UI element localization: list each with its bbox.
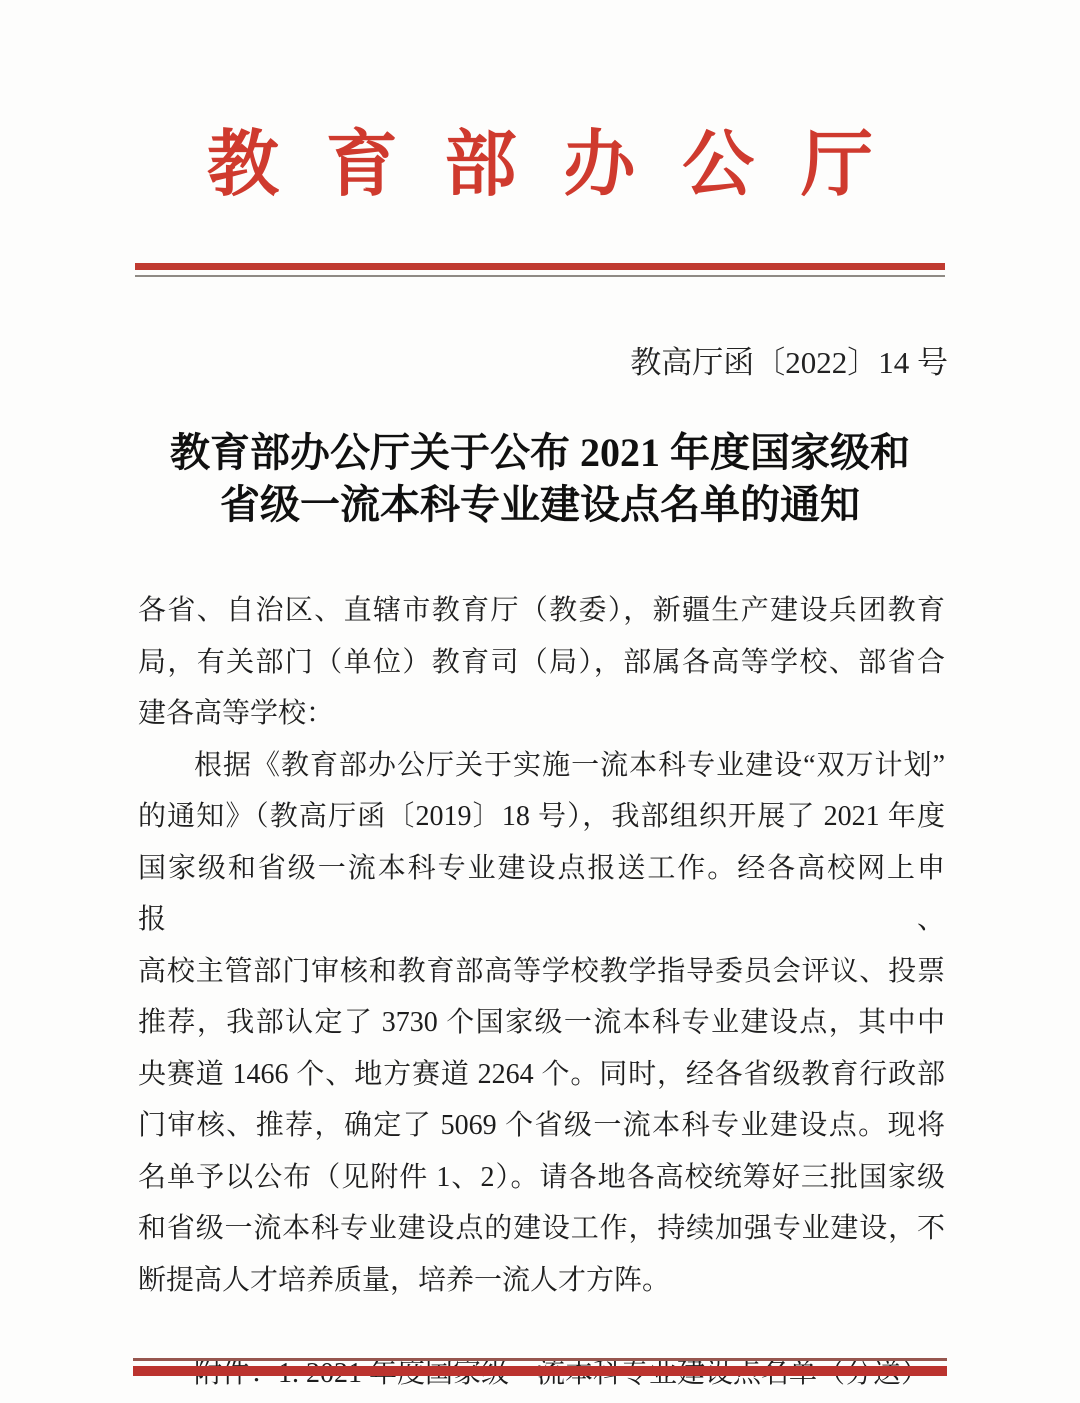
addressee-paragraph xyxy=(138,585,945,740)
text-line: 根据《教育部办公厅关于实施一流本科专业建设“双万计划” xyxy=(194,749,945,781)
text-line: 推荐，我部认定了 3730 个国家级一流本科专业建设点，其中中 xyxy=(138,1007,945,1038)
text-line: 和省级一流本科专业建设点的建设工作，持续加强专业建设，不 xyxy=(138,1213,945,1244)
footer-divider-thick-line xyxy=(133,1366,947,1376)
divider-thick-line xyxy=(135,263,945,270)
text-line: 名单予以公布（见附件 1、2）。请各地各高校统筹好三批国家级 xyxy=(138,1161,945,1193)
document-title-line-1: 教育部办公厅关于公布 2021 年度国家级和 xyxy=(170,430,910,475)
footer-divider-thin-line xyxy=(133,1358,947,1361)
divider-thin-line xyxy=(135,275,945,277)
text-line: 门审核、推荐，确定了 5069 个省级一流本科专业建设点。现将 xyxy=(138,1110,945,1141)
body-paragraph xyxy=(138,740,945,1307)
agency-title: 教育部办公厅 xyxy=(206,125,920,205)
header-divider xyxy=(135,263,945,277)
document-body xyxy=(0,585,1080,1306)
document-number: 教高厅函〔2022〕14 号 xyxy=(630,345,948,380)
text-line: 断提高人才培养质量，培养一流人才方阵。 xyxy=(138,1264,671,1296)
text-line: 的通知》（教高厅函〔2019〕18 号），我部组织开展了 2021 年度 xyxy=(138,801,945,832)
text-line: 央赛道 1466 个、地方赛道 2264 个。同时，经各省级教育行政部 xyxy=(138,1058,945,1090)
text-line: 局，有关部门（单位）教育司（局），部属各高等学校、部省合 xyxy=(138,646,945,678)
document-title-line-2: 省级一流本科专业建设点名单的通知 xyxy=(220,482,860,527)
footer-divider xyxy=(133,1358,947,1376)
text-line: 国家级和省级一流本科专业建设点报送工作。经各高校网上申报、 xyxy=(138,852,945,935)
text-line: 建各高等学校： xyxy=(138,698,335,729)
text-line: 高校主管部门审核和教育部高等学校教学指导委员会评议、投票 xyxy=(138,955,945,987)
text-line: 各省、自治区、直辖市教育厅（教委），新疆生产建设兵团教育 xyxy=(138,595,945,626)
document-title xyxy=(120,427,960,531)
